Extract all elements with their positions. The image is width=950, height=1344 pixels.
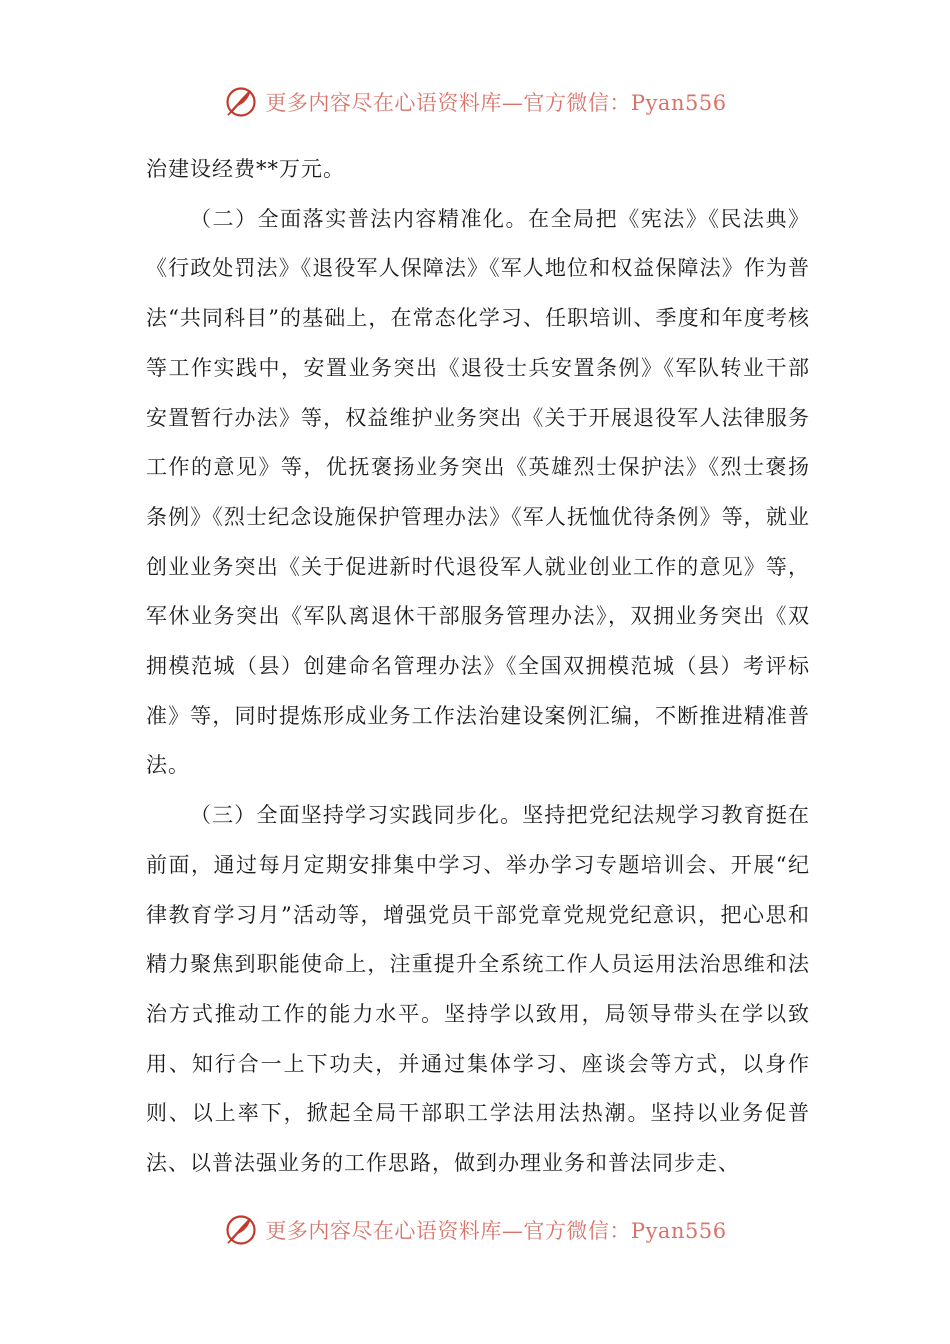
banner-text: 更多内容尽在心语资料库—官方微信：Pyan556 bbox=[265, 1219, 727, 1243]
feather-pen-logo-icon bbox=[223, 1212, 259, 1248]
footer-watermark-banner bbox=[0, 1208, 950, 1252]
paragraph-section-two: （二）全面落实普法内容精准化。在全局把《宪法》《民法典》《行政处罚法》《退役军人保障法》《军人地位和权益保障法》作为普法“共同科目”的基础上，在常态化学习、任职培训、季度和年度考核等工作实践中，安置业务突出《退役士兵安置条例》《军队转业干部安置暂行办法》等，权益维护业务突出《关于开展退役军人法律服务工作的意见》等，优抚褒扬业务突出《英雄烈士保护法》《烈士褒扬条例》《烈士纪念设施保护管理办法》《军人抚恤优待条例》等，就业创业业务突出《关于促进新时代退役军人就业创业工作的意见》等，军休业务突出《军队离退休干部服务管理办法》，双拥业务突出《双拥模范城（县）创建命名管理办法》《全国双拥模范城（县）考评标准》等，同时提炼形成业务工作法治建设案例汇编，不断推进精准普法。 bbox=[146, 206, 810, 778]
feather-pen-logo-icon bbox=[223, 84, 259, 120]
paragraph-section-three: （三）全面坚持学习实践同步化。坚持把党纪法规学习教育挺在前面，通过每月定期安排集中学习、举办学习专题培训会、开展“纪律教育学习月”活动等，增强党员干部党章党规党纪意识，把心思和精力聚焦到职能使命上，注重提升全系统工作人员运用法治思维和法治方式推动工作的能力水平。坚持学以致用，局领导带头在学以致用、知行合一上下功夫，并通过集体学习、座谈会等方式，以身作则、以上率下，掀起全局干部职工学法用法热潮。坚持以业务促普法、以普法强业务的工作思路，做到办理业务和普法同步走、 bbox=[146, 803, 810, 1176]
banner-text: 更多内容尽在心语资料库—官方微信：Pyan556 bbox=[265, 91, 727, 115]
header-watermark-banner bbox=[0, 80, 950, 124]
document-body bbox=[146, 145, 810, 1189]
paragraph-continuation: 治建设经费**万元。 bbox=[146, 157, 345, 181]
